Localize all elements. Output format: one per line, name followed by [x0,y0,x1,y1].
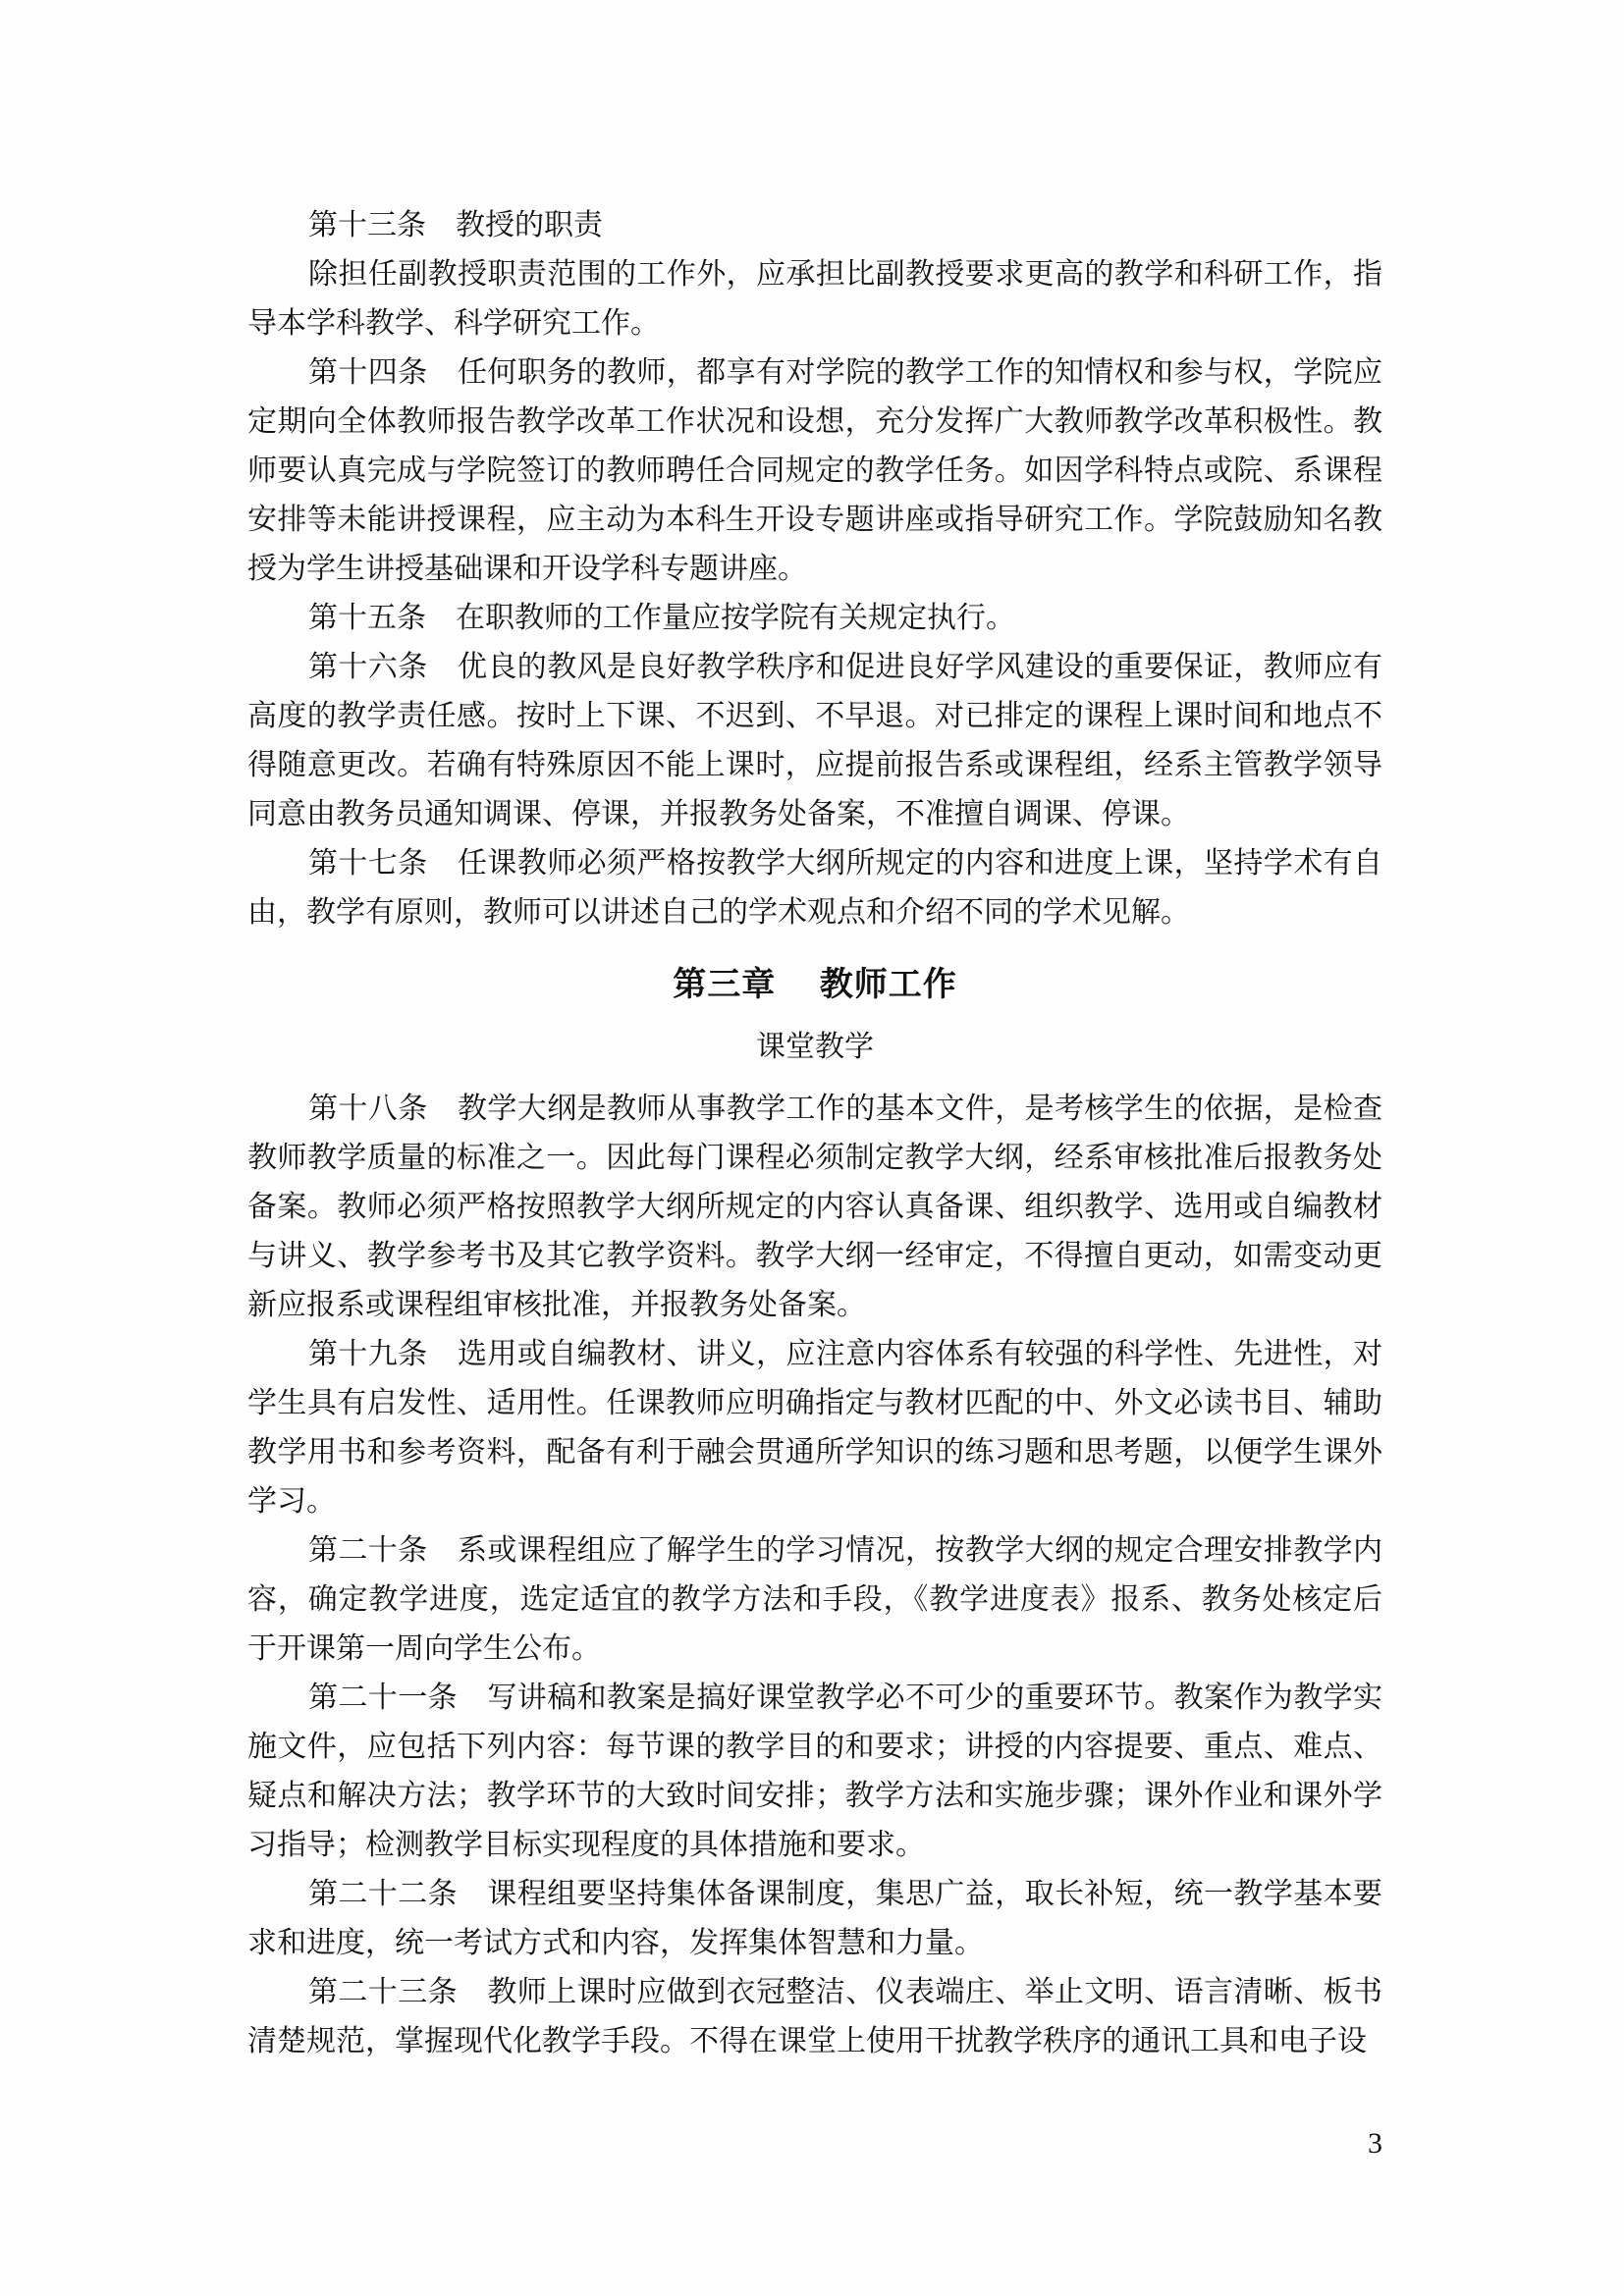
text-line: 除担任副教授职责范围的工作外，应承担比副教授要求更高的教学和科研工作，指 [308,258,1382,291]
text-line: 新应报系或课程组审核批准，并报教务处备案。 [247,1289,866,1321]
text-line: 与讲义、教学参考书及其它教学资料。教学大纲一经审定，不得擅自更动，如需变动更 [247,1240,1382,1272]
page-number: 3 [1368,2127,1382,2160]
text-line: 第二十二条 课程组要坚持集体备课制度，集思广益，取长补短，统一教学基本要 [308,1878,1382,1910]
text-line: 第十七条 任课教师必须严格按教学大纲所规定的内容和进度上课，坚持学术有自 [308,847,1382,880]
text-line: 得随意更改。若确有特殊原因不能上课时，应提前报告系或课程组，经系主管教学领导 [247,749,1382,781]
text-line: 定期向全体教师报告教学改革工作状况和设想，充分发挥广大教师教学改革积极性。教 [247,405,1382,438]
text-line: 第二十条 系或课程组应了解学生的学习情况，按教学大纲的规定合理安排教学内 [308,1534,1382,1567]
text-line: 导本学科教学、科学研究工作。 [247,307,660,340]
text-line: 第十六条 优良的教风是良好教学秩序和促进良好学风建设的重要保证，教师应有 [308,651,1382,683]
document-body [247,201,1382,2066]
text-line: 第十四条 任何职务的教师，都享有对学院的教学工作的知情权和参与权，学院应 [308,356,1382,389]
text-line: 于开课第一周向学生公布。 [247,1632,601,1665]
text-line: 同意由教务员通知调课、停课，并报教务处备案，不准擅自调课、停课。 [247,798,1190,830]
text-line: 求和进度，统一考试方式和内容，发挥集体智慧和力量。 [247,1927,984,1959]
paragraph [247,1870,1382,1968]
text-line: 高度的教学责任感。按时上下课、不迟到、不早退。对已排定的课程上课时间和地点不 [247,700,1382,732]
text-line: 习指导；检测教学目标实现程度的具体措施和要求。 [247,1829,925,1861]
text-line: 学习。 [247,1485,336,1518]
paragraph [247,348,1382,594]
text-line: 学生具有启发性、适用性。任课教师应明确指定与教材匹配的中、外文必读书目、辅助 [247,1387,1382,1419]
text-line: 授为学生讲授基础课和开设学科专题讲座。 [247,553,807,585]
text-line: 备案。教师必须严格按照教学大纲所规定的内容认真备课、组织教学、选用或自编教材 [247,1191,1382,1223]
paragraph [247,1330,1382,1526]
text-line: 第十五条 在职教师的工作量应按学院有关规定执行。 [308,602,1015,634]
text-line: 第十八条 教学大纲是教师从事教学工作的基本文件，是考核学生的依据，是检查 [308,1093,1382,1125]
paragraph [247,201,1382,250]
paragraph [247,1526,1382,1674]
text-line: 第十三条 教授的职责 [308,209,603,241]
paragraph [247,1085,1382,1330]
paragraph [247,594,1382,643]
paragraph [247,839,1382,937]
text-line: 疑点和解决方法；教学环节的大致时间安排；教学方法和实施步骤；课外作业和课外学 [247,1780,1382,1812]
text-line: 清楚规范，掌握现代化教学手段。不得在课堂上使用干扰教学秩序的通讯工具和电子设 [247,2025,1367,2057]
paragraph [247,250,1382,348]
text-line: 容，确定教学进度，选定适宜的教学方法和手段，《教学进度表》报系、教务处核定后 [247,1583,1382,1616]
text-line: 第十九条 选用或自编教材、讲义，应注意内容体系有较强的科学性、先进性，对 [308,1338,1382,1370]
text-line: 师要认真完成与学院签订的教师聘任合同规定的教学任务。如因学科特点或院、系课程 [247,454,1382,487]
text-line: 教学用书和参考资料，配备有利于融会贯通所学知识的练习题和思考题，以便学生课外 [247,1436,1382,1468]
paragraph [247,1674,1382,1870]
chapter-heading: 第三章 教师工作 [673,967,957,1003]
text-line: 第二十三条 教师上课时应做到衣冠整洁、仪表端庄、举止文明、语言清晰、板书 [308,1976,1382,2008]
text-line: 教师教学质量的标准之一。因此每门课程必须制定教学大纲，经系审核批准后报教务处 [247,1142,1382,1174]
text-line: 第二十一条 写讲稿和教案是搞好课堂教学必不可少的重要环节。教案作为教学实 [308,1682,1382,1714]
section-subheading: 课堂教学 [756,1031,874,1063]
text-line: 安排等未能讲授课程，应主动为本科生开设专题讲座或指导研究工作。学院鼓励知名教 [247,504,1382,536]
paragraph [247,643,1382,839]
text-line: 由，教学有原则，教师可以讲述自己的学术观点和介绍不同的学术见解。 [247,896,1190,929]
text-line: 施文件，应包括下列内容：每节课的教学目的和要求；讲授的内容提要、重点、难点、 [247,1731,1382,1763]
paragraph [247,1968,1382,2066]
